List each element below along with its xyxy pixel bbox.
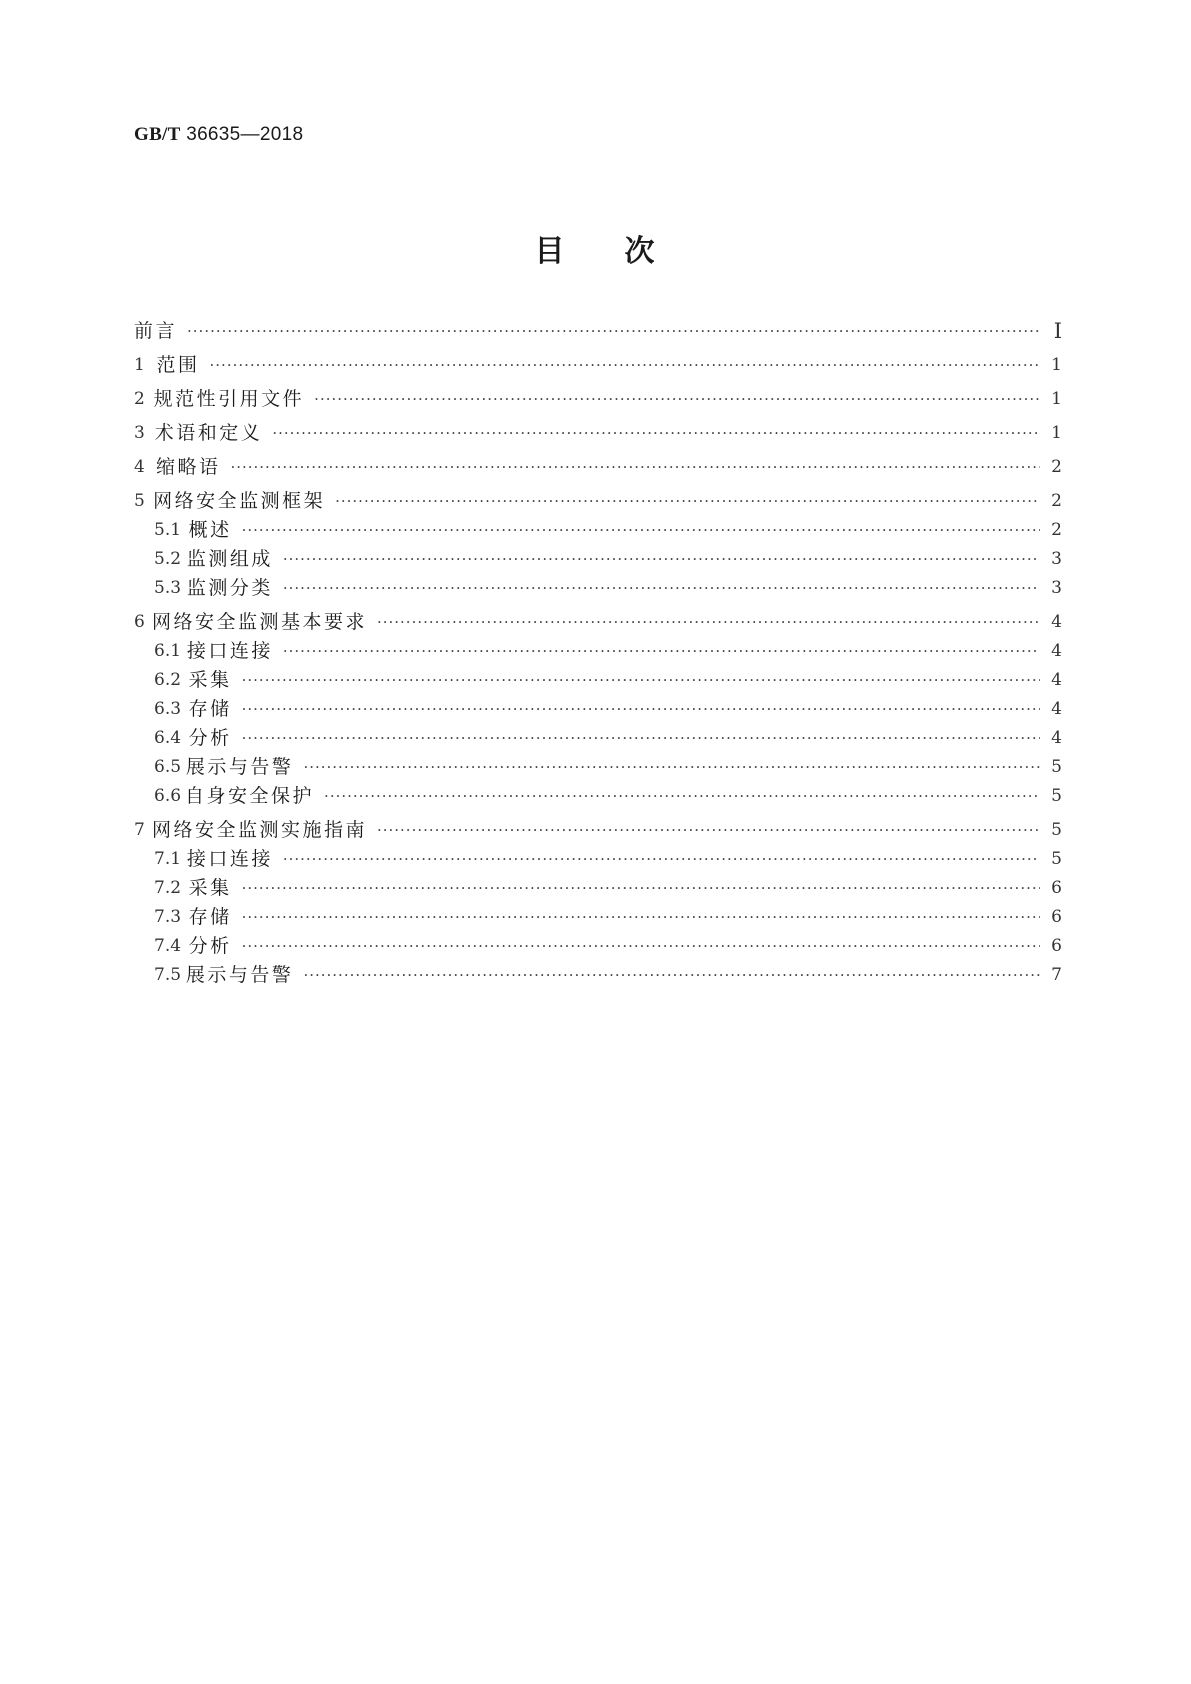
toc-entry-page: 4 bbox=[1051, 728, 1062, 748]
toc-entry-number: 5.2 bbox=[154, 549, 182, 569]
page-title-char-2: 次 bbox=[624, 234, 657, 269]
toc-entry-number: 2 bbox=[134, 389, 145, 409]
toc-leader-dots bbox=[242, 904, 1040, 930]
toc-leader-dots bbox=[324, 783, 1040, 809]
toc-entry-label: 采集 bbox=[188, 669, 232, 691]
toc-leader-dots bbox=[242, 696, 1040, 722]
toc-entry-number: 6.4 bbox=[154, 728, 182, 748]
toc-entry-number: 1 bbox=[134, 355, 145, 375]
toc-entry-number: 7.3 bbox=[154, 907, 182, 927]
toc-leader-dots bbox=[242, 875, 1040, 901]
toc-entry-6-2[interactable] bbox=[154, 667, 1062, 693]
toc-entry-label: 网络安全监测基本要求 bbox=[151, 611, 367, 633]
toc-leader-dots bbox=[335, 488, 1040, 514]
toc-leader-dots bbox=[314, 386, 1040, 412]
toc-entry-number: 7.2 bbox=[154, 878, 182, 898]
toc-leader-dots bbox=[377, 609, 1040, 635]
toc-entry-page: 3 bbox=[1051, 549, 1062, 569]
toc-entry-label: 监测组成 bbox=[186, 548, 273, 570]
toc-entry-page: 4 bbox=[1051, 641, 1062, 661]
toc-entry-7[interactable] bbox=[134, 817, 1062, 843]
toc-entry-label: 存储 bbox=[188, 698, 232, 720]
toc-entry-6[interactable] bbox=[134, 609, 1062, 635]
toc-leader-dots bbox=[283, 546, 1040, 572]
toc-leader-dots bbox=[187, 318, 1040, 344]
toc-entry-number: 4 bbox=[134, 457, 145, 477]
toc-entry-number: 7 bbox=[134, 820, 145, 840]
page-title-char-1: 目 bbox=[534, 234, 567, 269]
toc-entry-page: 5 bbox=[1051, 757, 1062, 777]
toc-entry-page: 3 bbox=[1051, 578, 1062, 598]
toc-entry-5-1[interactable] bbox=[154, 517, 1062, 543]
toc-entry-label: 网络安全监测框架 bbox=[153, 490, 326, 512]
toc-entry-number: 7.5 bbox=[154, 965, 182, 985]
toc-entry-page: 4 bbox=[1051, 670, 1062, 690]
toc-leader-dots bbox=[303, 962, 1040, 988]
toc-entry-number: 7.4 bbox=[154, 936, 182, 956]
toc-entry-label: 术语和定义 bbox=[154, 422, 263, 444]
standard-code-number: 36635—2018 bbox=[186, 124, 304, 145]
toc-entry-4[interactable] bbox=[134, 454, 1062, 480]
toc-entry-page: 1 bbox=[1051, 423, 1062, 443]
toc-entry-2[interactable] bbox=[134, 386, 1062, 412]
toc-leader-dots bbox=[283, 846, 1040, 872]
toc-leader-dots bbox=[230, 454, 1040, 480]
toc-entry-number: 6 bbox=[134, 612, 145, 632]
toc-entry-number: 6.6 bbox=[154, 786, 182, 806]
toc-entry-6-4[interactable] bbox=[154, 725, 1062, 751]
toc-leader-dots bbox=[283, 575, 1040, 601]
toc-entry-label: 缩略语 bbox=[155, 456, 221, 478]
toc-entry-number: 6.3 bbox=[154, 699, 182, 719]
toc-entry-label: 展示与告警 bbox=[185, 756, 294, 778]
toc-entry-page: 4 bbox=[1051, 612, 1062, 632]
toc-entry-5[interactable] bbox=[134, 488, 1062, 514]
toc-entry-5-2[interactable] bbox=[154, 546, 1062, 572]
toc-entry-label: 分析 bbox=[188, 935, 232, 957]
toc-entry-7-4[interactable] bbox=[154, 933, 1062, 959]
toc-entry-number: 5.3 bbox=[154, 578, 182, 598]
toc-entry-number: 6.5 bbox=[154, 757, 182, 777]
toc-entry-label: 分析 bbox=[188, 727, 232, 749]
toc-leader-dots bbox=[242, 725, 1040, 751]
toc-entry-label: 接口连接 bbox=[186, 848, 273, 870]
toc-entry-number: 6.1 bbox=[154, 641, 182, 661]
toc-entry-7-1[interactable] bbox=[154, 846, 1062, 872]
toc-entry-6-5[interactable] bbox=[154, 754, 1062, 780]
toc-entry-page: 5 bbox=[1051, 849, 1062, 869]
toc-leader-dots bbox=[210, 352, 1040, 378]
standard-code-prefix: GB/T bbox=[134, 124, 181, 145]
toc-entry-page: 2 bbox=[1051, 520, 1062, 540]
toc-entry-foreword[interactable] bbox=[134, 318, 1062, 344]
toc-entry-number: 5 bbox=[134, 491, 145, 511]
toc-entry-6-3[interactable] bbox=[154, 696, 1062, 722]
toc-entry-page: 2 bbox=[1051, 491, 1062, 511]
page-title bbox=[0, 226, 1191, 270]
toc-entry-page: 1 bbox=[1051, 389, 1062, 409]
toc-leader-dots bbox=[377, 817, 1040, 843]
toc-entry-label: 存储 bbox=[188, 906, 232, 928]
toc-entry-page: 5 bbox=[1051, 820, 1062, 840]
toc-entry-6-1[interactable] bbox=[154, 638, 1062, 664]
toc-entry-page: 2 bbox=[1051, 457, 1062, 477]
toc-entry-label: 接口连接 bbox=[186, 640, 273, 662]
toc-entry-7-5[interactable] bbox=[154, 962, 1062, 988]
toc-entry-page: 7 bbox=[1051, 965, 1062, 985]
toc-entry-page: 6 bbox=[1051, 907, 1062, 927]
toc-entry-label: 概述 bbox=[188, 519, 232, 541]
toc-entry-7-3[interactable] bbox=[154, 904, 1062, 930]
toc-entry-label: 网络安全监测实施指南 bbox=[151, 819, 367, 841]
toc-leader-dots bbox=[303, 754, 1040, 780]
toc-leader-dots bbox=[283, 638, 1040, 664]
toc-entry-5-3[interactable] bbox=[154, 575, 1062, 601]
toc-leader-dots bbox=[242, 933, 1040, 959]
toc-entry-number: 6.2 bbox=[154, 670, 182, 690]
toc-entry-label: 规范性引用文件 bbox=[153, 388, 305, 410]
toc-entry-1[interactable] bbox=[134, 352, 1062, 378]
toc-leader-dots bbox=[242, 517, 1040, 543]
toc-entry-page: 5 bbox=[1051, 786, 1062, 806]
toc-entry-page: 6 bbox=[1051, 878, 1062, 898]
standard-code bbox=[134, 124, 303, 146]
toc-entry-label: 前言 bbox=[134, 320, 178, 342]
toc-entry-number: 5.1 bbox=[154, 520, 182, 540]
toc-entry-3[interactable] bbox=[134, 420, 1062, 446]
toc-entry-label: 展示与告警 bbox=[185, 964, 294, 986]
toc-entry-page: 6 bbox=[1051, 936, 1062, 956]
toc-entry-label: 范围 bbox=[156, 354, 200, 376]
toc-entry-label: 监测分类 bbox=[186, 577, 273, 599]
toc-leader-dots bbox=[272, 420, 1040, 446]
toc-entry-6-6[interactable] bbox=[154, 783, 1062, 809]
toc-entry-page: 1 bbox=[1051, 355, 1062, 375]
toc-entry-number: 3 bbox=[134, 423, 145, 443]
toc-entry-page: I bbox=[1053, 319, 1062, 343]
toc-entry-7-2[interactable] bbox=[154, 875, 1062, 901]
toc-entry-label: 自身安全保护 bbox=[185, 785, 315, 807]
toc-entry-page: 4 bbox=[1051, 699, 1062, 719]
toc-leader-dots bbox=[242, 667, 1040, 693]
toc-entry-number: 7.1 bbox=[154, 849, 182, 869]
toc-entry-label: 采集 bbox=[188, 877, 232, 899]
